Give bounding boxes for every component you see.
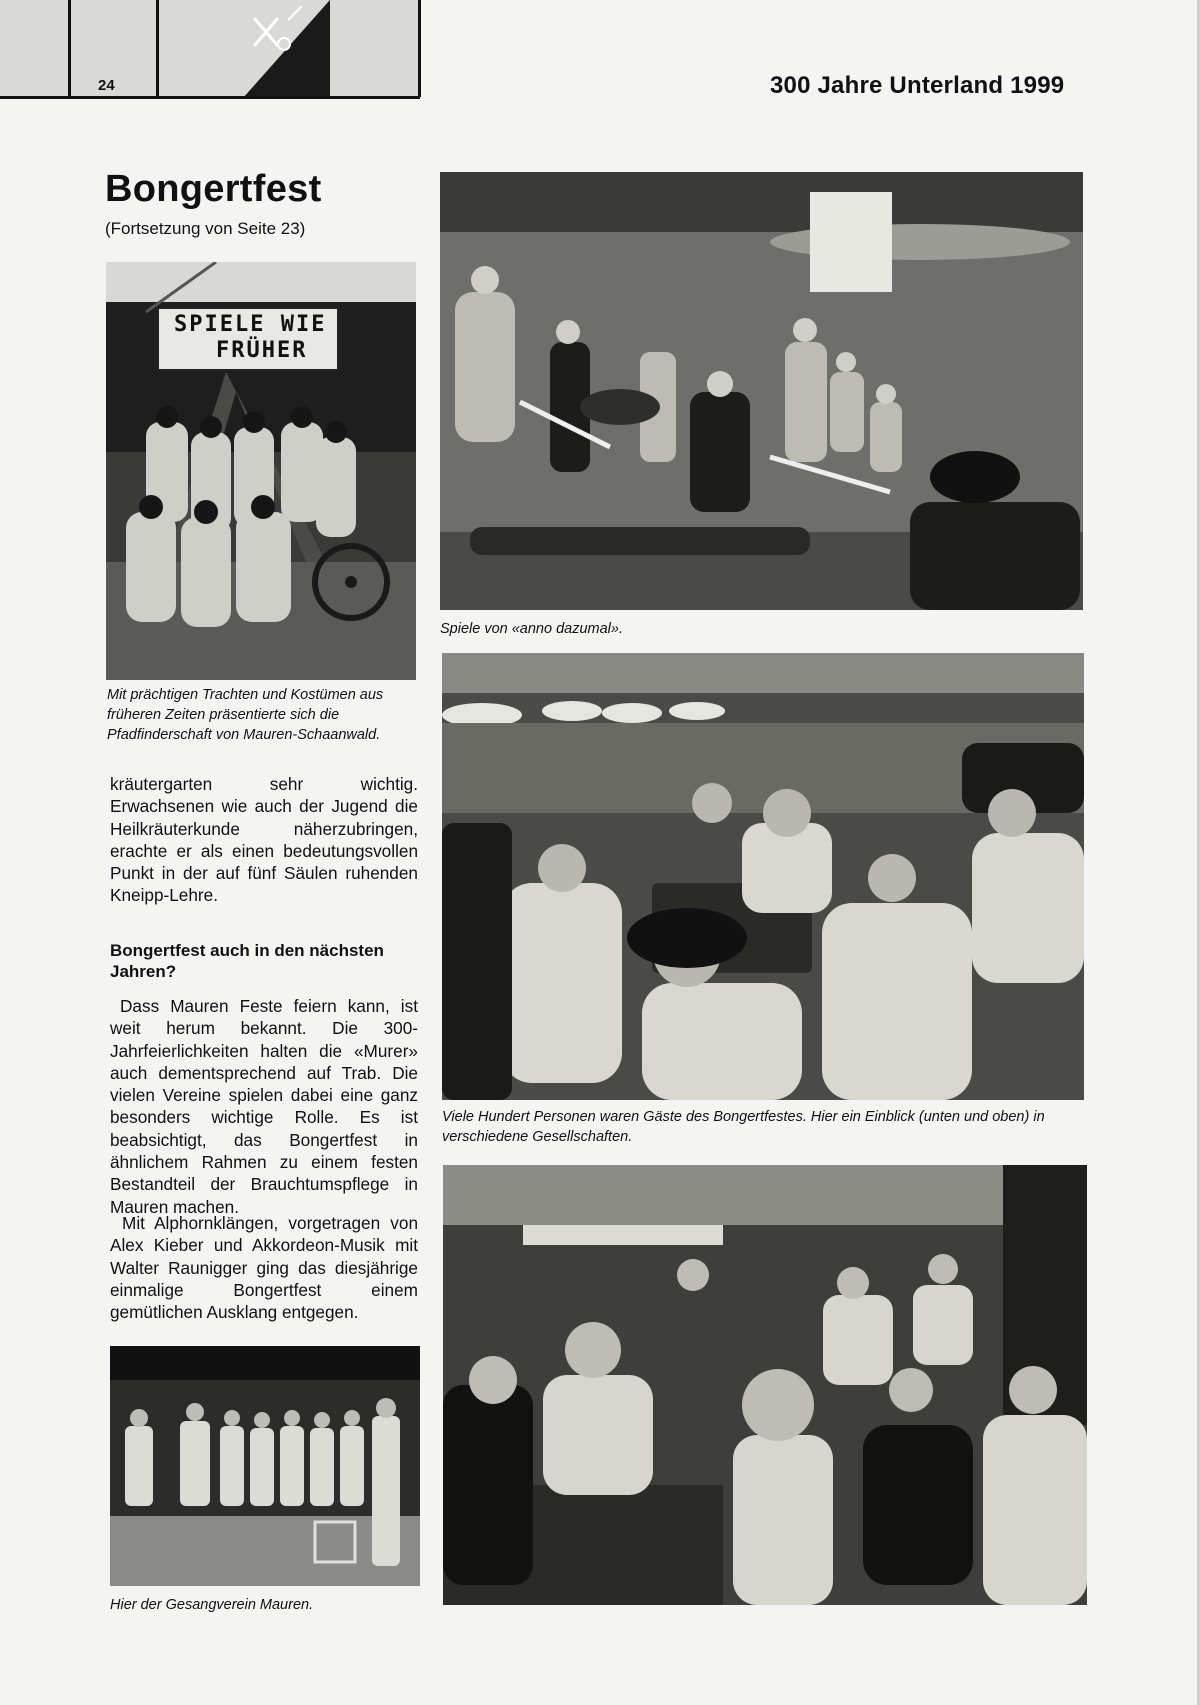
- page-number: 24: [98, 77, 115, 94]
- article-paragraph: Dass Mauren Feste feiern kann, ist weit herum bekannt. Die 300-Jahrfeierlichkeiten halten die «Murer» auch dementsprechend auf Trab. Die vielen Vereine spielen dabei eine ganz besonders wichtige Rolle. Es ist beabsichtigt, das Bongertfest in ähnlichem Rahmen zu einem festen Bestandteil der Brauchtumspflege in Mauren machen.: [110, 996, 418, 1217]
- crossed-tools-icon: [244, 0, 330, 97]
- crowd-photo: [442, 653, 1084, 1100]
- article-title: Bongertfest: [105, 168, 322, 210]
- running-title: 300 Jahre Unterland 1999: [770, 72, 1065, 99]
- choir-photo: [110, 1346, 420, 1586]
- header-cell: [156, 0, 247, 97]
- games-caption: Spiele von «anno dazumal».: [440, 621, 623, 637]
- crowd-second-photo: [443, 1165, 1087, 1605]
- games-photo: [440, 172, 1083, 610]
- costumes-photo: [106, 262, 416, 680]
- header-cell: [0, 0, 71, 97]
- article-subheading: Bongertfest auch in den nächsten Jahren?: [110, 941, 384, 981]
- sign-text-line-2: FRÜHER: [216, 338, 308, 363]
- crowd-caption: Viele Hundert Personen waren Gäste des Bongertfestes. Hier ein Einblick (unten und oben) in verschiedene Gesellschaften.: [442, 1109, 1045, 1145]
- header-cell: [330, 0, 421, 97]
- choir-caption: Hier der Gesangverein Mauren.: [110, 1597, 314, 1613]
- article-paragraph: Mit Alphornklängen, vorgetragen von Alex Kieber und Akkordeon-Musik mit Walter Raunigger ging das diesjährige einmalige Bongertfest einem gemütlichen Ausklang entgegen.: [110, 1213, 418, 1323]
- article-paragraph: kräutergarten sehr wichtig. Erwachsenen wie auch der Jugend die Heilkräuterkunde näherzubringen, erachte er als einen bedeutungsvollen Punkt in der auf fünf Säulen ruhenden Kneipp-Lehre.: [110, 774, 418, 906]
- continuation-note: (Fortsetzung von Seite 23): [105, 219, 306, 238]
- costumes-caption: Mit prächtigen Trachten und Kostümen aus früheren Zeiten präsentierte sich die Pfadfinderschaft von Mauren-Schaanwald.: [107, 687, 384, 743]
- sign-text-line-1: SPIELE WIE: [174, 312, 327, 337]
- header-rule: [0, 96, 420, 99]
